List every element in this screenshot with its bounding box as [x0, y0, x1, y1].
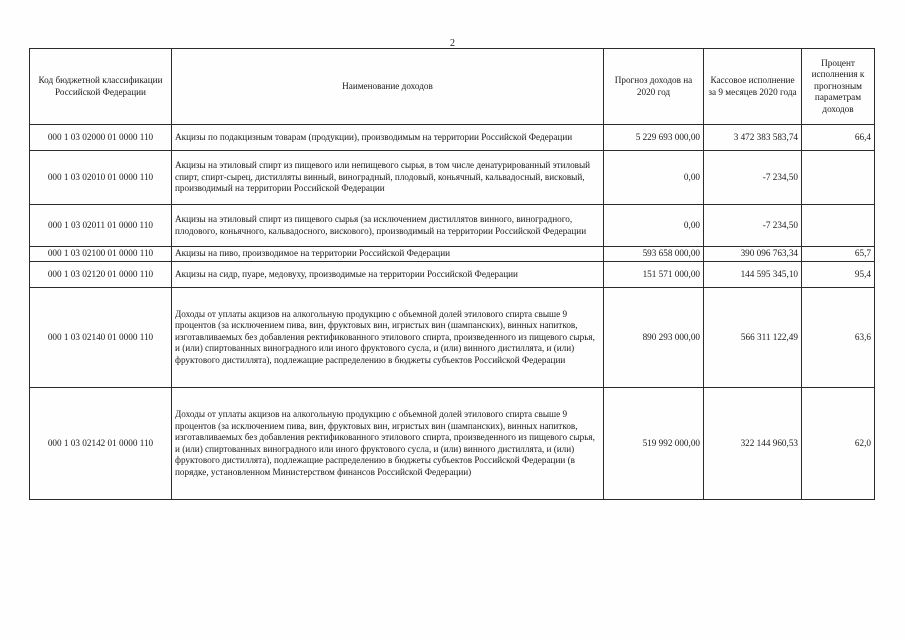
row-code: 000 1 03 02120 01 0000 110 — [30, 262, 172, 288]
row-code: 000 1 03 02140 01 0000 110 — [30, 288, 172, 388]
row-execution: 566 311 122,49 — [704, 288, 802, 388]
row-code: 000 1 03 02011 01 0000 110 — [30, 205, 172, 247]
header-execution: Кассовое исполнение за 9 месяцев 2020 года — [704, 49, 802, 125]
row-forecast: 519 992 000,00 — [604, 388, 704, 500]
table-row — [30, 388, 875, 500]
table-row — [30, 288, 875, 388]
row-percent — [802, 151, 875, 205]
row-execution: 390 096 763,34 — [704, 247, 802, 262]
row-percent: 95,4 — [802, 262, 875, 288]
page-number: 2 — [450, 38, 455, 49]
row-name: Акцизы по подакцизным товарам (продукции), производимым на территории Российской Федерации — [172, 125, 604, 151]
row-name: Акцизы на этиловый спирт из пищевого сырья (за исключением дистиллятов винного, виноградного, плодового, коньячного, кальвадосного, вискового), производимый на территории Российской Федерации — [172, 205, 604, 247]
row-percent: 63,6 — [802, 288, 875, 388]
header-name: Наименование доходов — [172, 49, 604, 125]
row-percent: 62,0 — [802, 388, 875, 500]
table-row — [30, 247, 875, 262]
table-row — [30, 262, 875, 288]
table-row — [30, 151, 875, 205]
row-name: Акцизы на пиво, производимое на территории Российской Федерации — [172, 247, 604, 262]
row-code: 000 1 03 02000 01 0000 110 — [30, 125, 172, 151]
row-percent: 66,4 — [802, 125, 875, 151]
row-code: 000 1 03 02010 01 0000 110 — [30, 151, 172, 205]
row-code: 000 1 03 02142 01 0000 110 — [30, 388, 172, 500]
table-header-row — [30, 49, 875, 125]
row-execution: -7 234,50 — [704, 205, 802, 247]
header-code: Код бюджетной классификации Российской Федерации — [30, 49, 172, 125]
row-execution: -7 234,50 — [704, 151, 802, 205]
header-percent: Процент исполнения к прогнозным параметрам доходов — [802, 49, 875, 125]
row-forecast: 890 293 000,00 — [604, 288, 704, 388]
row-forecast: 151 571 000,00 — [604, 262, 704, 288]
row-execution: 144 595 345,10 — [704, 262, 802, 288]
row-code: 000 1 03 02100 01 0000 110 — [30, 247, 172, 262]
row-execution: 3 472 383 583,74 — [704, 125, 802, 151]
row-forecast: 0,00 — [604, 205, 704, 247]
row-percent — [802, 205, 875, 247]
row-execution: 322 144 960,53 — [704, 388, 802, 500]
table-row — [30, 125, 875, 151]
row-name: Доходы от уплаты акцизов на алкогольную продукцию с объемной долей этилового спирта свыше 9 процентов (за исключением пива, вин, фруктовых вин, игристых вин (шампанских), винных напитков, изготавливаемых без добавления ректификованного этилового спирта, произведенного из пищевого сырья, и (или) спиртованных виноградного или иного фруктового сусла, и (или) винного дистиллята, и (или) фруктового дистиллята), подлежащие распределению в бюджеты субъектов Российской Федерации — [172, 288, 604, 388]
row-forecast: 593 658 000,00 — [604, 247, 704, 262]
revenue-table — [29, 48, 875, 500]
table-row — [30, 205, 875, 247]
row-name: Доходы от уплаты акцизов на алкогольную продукцию с объемной долей этилового спирта свыше 9 процентов (за исключением пива, вин, фруктовых вин, игристых вин (шампанских), винных напитков, изготавливаемых без добавления ректификованного этилового спирта, произведенного из пищевого сырья, и (или) спиртованных виноградного или иного фруктового сусла, и (или) винного дистиллята, и (или) фруктового дистиллята), подлежащие распределению в бюджеты субъектов Российской Федерации (в порядке, установленном Министерством финансов Российской Федерации) — [172, 388, 604, 500]
row-name: Акцизы на этиловый спирт из пищевого или непищевого сырья, в том числе денатурированный этиловый спирт, спирт-сырец, дистилляты винный, виноградный, плодовый, коньячный, кальвадосный, висковый, производимый на территории Российской Федерации — [172, 151, 604, 205]
row-percent: 65,7 — [802, 247, 875, 262]
header-forecast: Прогноз доходов на 2020 год — [604, 49, 704, 125]
row-name: Акцизы на сидр, пуаре, медовуху, производимые на территории Российской Федерации — [172, 262, 604, 288]
row-forecast: 5 229 693 000,00 — [604, 125, 704, 151]
row-forecast: 0,00 — [604, 151, 704, 205]
